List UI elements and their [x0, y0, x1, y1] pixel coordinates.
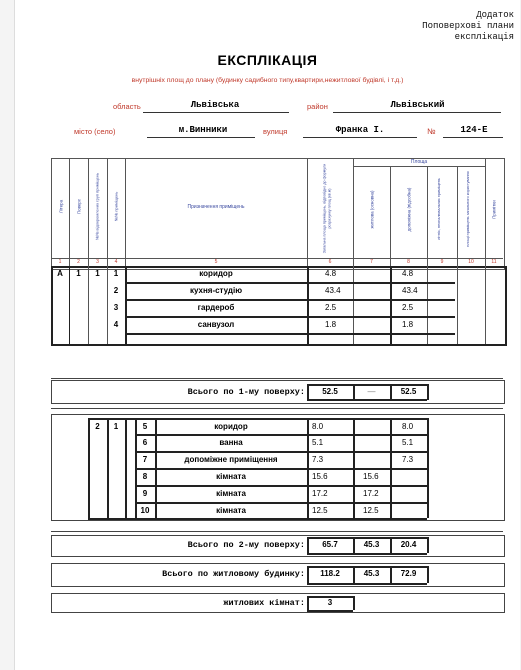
- col-number-4: 4: [114, 259, 118, 265]
- raion-value: Львівський: [390, 100, 445, 110]
- f2-row3-aux: 7.3: [402, 455, 414, 464]
- col-number-6: 6: [328, 259, 332, 265]
- f1-row4-total: 1.8: [325, 320, 337, 329]
- oblast-label: область: [113, 102, 141, 111]
- f2-row5-live: 17.2: [363, 489, 379, 498]
- appendix-line-2: Поповерхові плани: [422, 21, 514, 31]
- f2-row4-total: 15.6: [312, 472, 328, 481]
- header-area-total: Загальна площа приміщень, відповідно до формули розрахунку площ (кв.м): [322, 163, 332, 254]
- f1-row1-total: 4.8: [325, 269, 337, 278]
- misto-label: місто (село): [74, 127, 116, 136]
- f2-row5-total: 17.2: [312, 489, 328, 498]
- f2-row4-no: 8: [142, 472, 148, 481]
- f1-row2-total: 43.4: [325, 286, 341, 295]
- f2-poverkh: 2: [95, 422, 100, 431]
- floor2-total-aux: 20.4: [400, 540, 417, 549]
- raion-label: район: [307, 102, 328, 111]
- header-poverkh: Поверх: [76, 199, 82, 214]
- rooms-value: 3: [327, 598, 333, 607]
- vulytsia-value: Франка І.: [335, 125, 385, 135]
- col-number-5: 5: [214, 259, 218, 265]
- floor1-total-area: 52.5: [322, 387, 338, 396]
- f2-row6-total: 12.5: [312, 506, 328, 515]
- col-number-7: 7: [370, 259, 373, 265]
- f2-row2-aux: 5.1: [402, 438, 414, 447]
- f1-row2-name: кухня-студію: [189, 286, 243, 295]
- floor2-total-area: 65.7: [322, 540, 338, 549]
- header-litera: Літера: [58, 199, 64, 214]
- building-total-label: Всього по житловому будинку:: [162, 569, 305, 579]
- document-page: [14, 0, 520, 670]
- col-number-8: 8: [407, 259, 410, 265]
- f2-row1-no: 5: [142, 422, 148, 431]
- floor1-total-live: —: [367, 387, 376, 396]
- f1-row1-poverkh: 1: [76, 269, 81, 278]
- number-value: 124-Е: [460, 125, 488, 135]
- floor2-total-label: Всього по 2-му поверху:: [187, 540, 305, 550]
- col-number-1: 1: [58, 259, 62, 265]
- f1-row1-litera: А: [57, 269, 63, 278]
- f1-row4-no: 4: [113, 320, 119, 329]
- header-group: №№ відокремлених груп приміщень: [94, 172, 100, 241]
- f2-row2-no: 6: [142, 438, 148, 447]
- f1-row3-no: 3: [113, 303, 119, 312]
- f2-row6-live: 12.5: [363, 506, 379, 515]
- vulytsia-label: вулиця: [263, 127, 288, 136]
- f2-row1-aux: 8.0: [402, 422, 414, 431]
- col-number-3: 3: [96, 259, 99, 265]
- appendix-line-1: Додаток: [476, 10, 514, 20]
- page-title: ЕКСПЛІКАЦІЯ: [217, 52, 318, 68]
- f2-row2-total: 5.1: [312, 438, 324, 447]
- building-total-area: 118.2: [320, 569, 340, 578]
- number-label: №: [427, 127, 436, 136]
- rooms-label: житлових кімнат:: [223, 598, 305, 608]
- header-dopomizhna: допоміжна (підсобна): [406, 187, 412, 232]
- col-number-11: 11: [491, 259, 497, 265]
- col-number-9: 9: [440, 259, 444, 265]
- col-number-10: 10: [468, 259, 474, 265]
- header-zahalnokorist: площі приміщень загального користування: [466, 171, 470, 247]
- page-subtitle: внутрішніх площ до плану (будинку садибного типу,квартири,нежитлової будівлі, і т.д.): [131, 77, 404, 84]
- f2-row2-name: ванна: [219, 438, 243, 447]
- building-total-live: 45.3: [363, 569, 380, 578]
- f2-row3-name: допоміжне приміщення: [184, 455, 278, 464]
- floor1-total-label: Всього по 1-му поверху:: [187, 387, 305, 397]
- building-total-aux: 72.9: [400, 569, 417, 578]
- appendix-line-3: експлікація: [454, 32, 514, 42]
- f2-row1-total: 8.0: [312, 422, 324, 431]
- f1-row1-group: 1: [95, 269, 100, 278]
- f1-row3-total: 2.5: [325, 303, 337, 312]
- f1-row2-aux: 43.4: [402, 286, 418, 295]
- f1-row4-name: санвузол: [197, 320, 235, 329]
- col-number-2: 2: [77, 259, 80, 265]
- f2-group: 1: [113, 422, 119, 431]
- header-purpose: Призначення приміщень: [187, 204, 245, 210]
- f1-row2-no: 2: [113, 286, 119, 295]
- f2-row3-no: 7: [142, 455, 148, 464]
- f2-row3-total: 7.3: [312, 455, 324, 464]
- header-zhytlova: житлова (основна): [369, 190, 375, 229]
- floor2-total-live: 45.3: [363, 540, 380, 549]
- f1-row1-name: коридор: [199, 269, 233, 278]
- floor1-total-aux: 52.5: [400, 387, 417, 396]
- f1-row4-aux: 1.8: [402, 320, 414, 329]
- f2-row4-name: кімната: [216, 472, 246, 481]
- header-prymitky: Примітки: [491, 200, 497, 219]
- f1-row3-name: гардероб: [197, 303, 235, 312]
- f2-row6-no: 10: [140, 506, 150, 515]
- f1-row1-no: 1: [113, 269, 119, 278]
- f2-row6-name: кімната: [216, 506, 246, 515]
- header-litnikh: літніх, неопалювальних приміщень: [437, 178, 441, 240]
- oblast-value: Львівська: [190, 100, 240, 110]
- f2-row4-live: 15.6: [363, 472, 379, 481]
- f2-row5-name: кімната: [216, 489, 246, 498]
- f2-row5-no: 9: [142, 489, 148, 498]
- f2-row1-name: коридор: [214, 422, 248, 431]
- f1-row3-aux: 2.5: [402, 303, 414, 312]
- appendix-note: [422, 10, 514, 43]
- header-ploshcha: Площа: [410, 159, 428, 165]
- misto-value: м.Винники: [178, 125, 228, 135]
- header-room-no: №№ приміщень: [113, 191, 119, 222]
- f1-row1-aux: 4.8: [402, 269, 414, 278]
